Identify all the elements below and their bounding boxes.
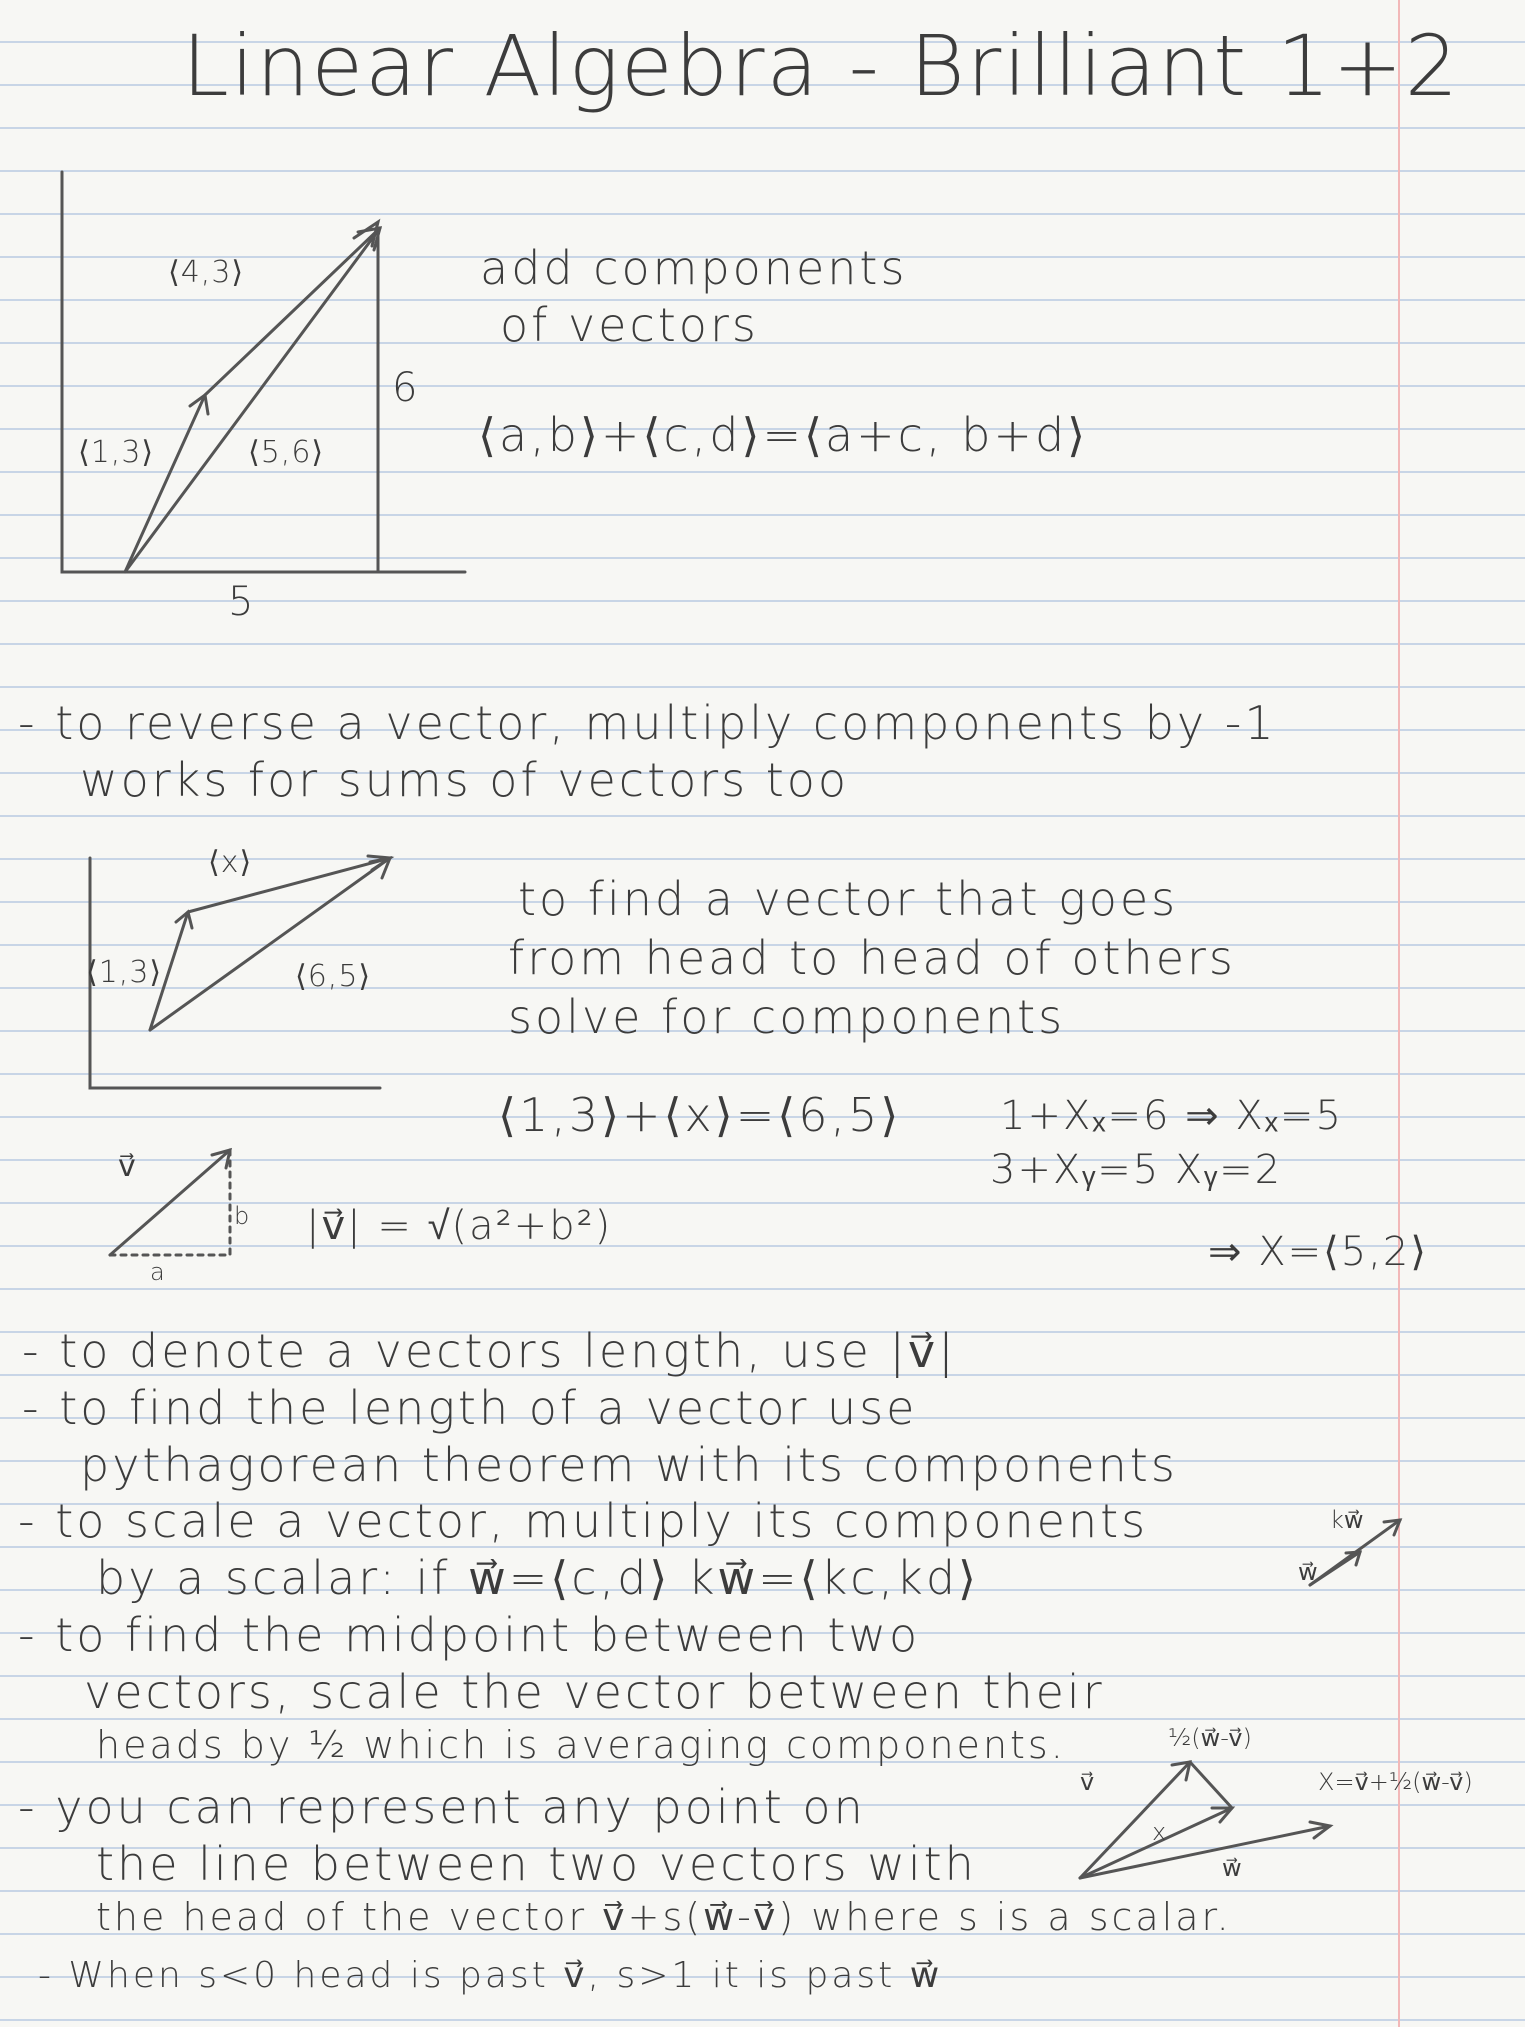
midpoint-formula: X=v⃗+½(w⃗-v⃗): [1318, 1768, 1473, 1796]
base-length-label: 5: [228, 579, 256, 625]
midpoint-x-label: x: [1152, 1818, 1167, 1846]
note-denote-length: - to denote a vectors length, use |v⃗|: [22, 1324, 957, 1378]
page-title: Linear Algebra - Brilliant 1+2: [182, 17, 1461, 115]
note-midpoint-2: vectors, scale the vector between their: [84, 1665, 1105, 1719]
midpoint-w-label: w⃗: [1222, 1854, 1242, 1882]
note-reverse-vector: - to reverse a vector, multiply components by -1: [18, 696, 1277, 750]
length-formula: |v⃗| = √(a²+b²): [306, 1203, 613, 1249]
side-length-label: 6: [392, 365, 420, 411]
note-sums-of-vectors: works for sums of vectors too: [80, 753, 850, 807]
note-represent-point-3: the head of the vector v⃗+s(w⃗-v⃗) where s is a scalar.: [96, 1895, 1232, 1939]
solve-result: ⇒ X=⟨5,2⟩: [1208, 1229, 1428, 1275]
vector-label-x: ⟨x⟩: [208, 845, 253, 880]
vector-label-1-3-b: ⟨1,3⟩: [86, 955, 163, 990]
vector-v-label: v⃗: [118, 1149, 137, 1184]
note-find-length: - to find the length of a vector use: [22, 1381, 918, 1435]
note-s-range: - When s<0 head is past v⃗, s>1 it is past w⃗: [38, 1955, 943, 1996]
head-to-head-text-1: to find a vector that goes: [518, 872, 1179, 926]
vector-label-4-3: ⟨4,3⟩: [168, 255, 245, 290]
vector-label-5-6: ⟨5,6⟩: [248, 435, 325, 470]
solve-line-2: 3+Xᵧ=5 Xᵧ=2: [990, 1147, 1283, 1193]
note-scale-vector: - to scale a vector, multiply its components: [18, 1494, 1149, 1548]
half-difference-label: ½(w⃗-v⃗): [1168, 1724, 1252, 1752]
vector-label-1-3: ⟨1,3⟩: [78, 435, 155, 470]
note-pythagorean: pythagorean theorem with its components: [80, 1438, 1178, 1492]
add-components-text: add components: [480, 241, 908, 295]
vector-label-6-5: ⟨6,5⟩: [295, 959, 372, 994]
head-to-head-text-3: solve for components: [508, 990, 1066, 1044]
head-to-head-equation: ⟨1,3⟩+⟨x⟩=⟨6,5⟩: [498, 1088, 902, 1142]
head-to-head-text-2: from head to head of others: [508, 931, 1236, 985]
note-midpoint: - to find the midpoint between two: [18, 1608, 921, 1662]
kw-label: kw⃗: [1330, 1506, 1364, 1534]
note-represent-point-2: the line between two vectors with: [96, 1837, 977, 1891]
midpoint-v-label: v⃗: [1080, 1768, 1095, 1796]
w-label: w⃗: [1298, 1558, 1318, 1586]
note-represent-point: - you can represent any point on: [18, 1780, 866, 1834]
solve-line-1: 1+Xₓ=6 ⇒ Xₓ=5: [1000, 1093, 1343, 1139]
note-midpoint-3: heads by ½ which is averaging components.: [96, 1723, 1066, 1767]
side-b-label: b: [234, 1202, 250, 1230]
side-a-label: a: [150, 1258, 165, 1286]
of-vectors-text: of vectors: [500, 298, 759, 352]
addition-formula: ⟨a,b⟩+⟨c,d⟩=⟨a+c, b+d⟩: [478, 408, 1089, 462]
note-scalar-example: by a scalar: if w⃗=⟨c,d⟩ kw⃗=⟨kc,kd⟩: [96, 1551, 979, 1605]
